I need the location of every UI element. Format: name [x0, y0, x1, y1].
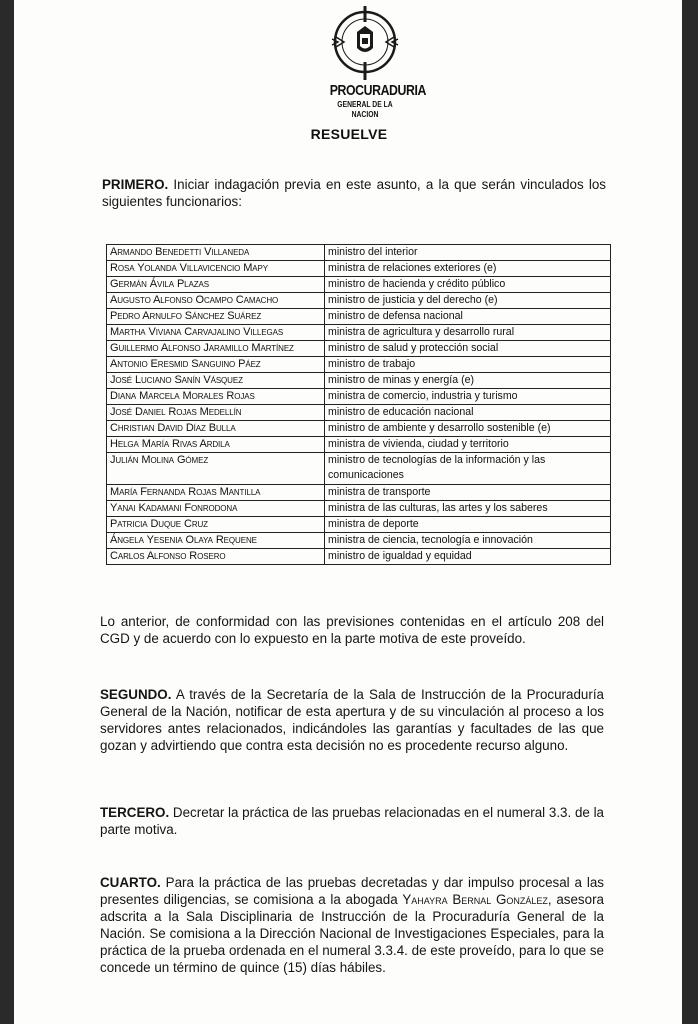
official-name: Carlos Alfonso Rosero	[107, 549, 325, 565]
official-role: ministra de ciencia, tecnología e innovación	[325, 533, 611, 549]
official-name: Augusto Alfonso Ocampo Camacho	[107, 293, 325, 309]
official-role: ministra de las culturas, las artes y los saberes	[325, 501, 611, 517]
resolution-heading: RESUELVE	[310, 126, 388, 142]
logo-subtitle: GENERAL DE LA NACION	[337, 99, 393, 119]
table-row	[107, 405, 611, 421]
table-row	[107, 293, 611, 309]
primero-label: PRIMERO.	[102, 177, 169, 192]
official-role: ministro de educación nacional	[325, 405, 611, 421]
segundo-text: A través de la Secretaría de la Sala de Instrucción de la Procuraduría General de la Nación, notificar de esta apertura y de su vinculación al proceso a los servidores antes relacionados, indicándoles las garantías y facultades de las que gozan y advirtiendo que contra esta decisión no es procedente recurso alguno.	[100, 687, 604, 753]
official-role: ministro de justicia y del derecho (e)	[325, 293, 611, 309]
tercero-text: Decretar la práctica de las pruebas relacionadas en el numeral 3.3. de la parte motiva.	[100, 805, 604, 837]
official-role: ministro de igualdad y equidad	[325, 549, 611, 565]
official-name: Martha Viviana Carvajalino Villegas	[107, 325, 325, 341]
official-name: Germán Ávila Plazas	[107, 277, 325, 293]
procuraduria-logo	[322, 4, 426, 119]
cuarto-label: CUARTO.	[100, 875, 161, 890]
table-row	[107, 533, 611, 549]
cuarto-text-after: , asesora adscrita a la Sala Disciplinaria de Instrucción de la Procuraduría General de la Nación. Se comisiona a la Dirección Nacional de Investigaciones Especiales, para la práctica de la prueba ordenada en el numeral 3.3.4. de este proveído, para lo que se concede un término de quince (15) días hábiles.	[100, 892, 604, 975]
table-row	[107, 341, 611, 357]
table-row	[107, 261, 611, 277]
official-role: ministra de relaciones exteriores (e)	[325, 261, 611, 277]
cuarto-paragraph	[100, 874, 604, 976]
official-role: ministro de tecnologías de la información y las comunicaciones	[325, 453, 611, 485]
official-role: ministro de hacienda y crédito público	[325, 277, 611, 293]
official-role: ministra de transporte	[325, 485, 611, 501]
primero-paragraph	[102, 176, 606, 210]
table-row	[107, 517, 611, 533]
tercero-label: TERCERO.	[100, 805, 170, 820]
seal-icon	[328, 4, 402, 82]
cuarto-commissioned-name: Yahayra Bernal González	[402, 892, 548, 907]
official-name: Rosa Yolanda Villavicencio Mapy	[107, 261, 325, 277]
official-name: Christian David Díaz Bulla	[107, 421, 325, 437]
table-row	[107, 485, 611, 501]
segundo-label: SEGUNDO.	[100, 687, 172, 702]
official-role: ministra de agricultura y desarrollo rural	[325, 325, 611, 341]
table-row	[107, 421, 611, 437]
official-role: ministro de trabajo	[325, 357, 611, 373]
official-name: Diana Marcela Morales Rojas	[107, 389, 325, 405]
document-page	[14, 0, 682, 1024]
official-name: José Daniel Rojas Medellín	[107, 405, 325, 421]
table-row	[107, 453, 611, 485]
table-row	[107, 501, 611, 517]
table-row	[107, 437, 611, 453]
tercero-paragraph	[100, 804, 604, 838]
official-role: ministra de vivienda, ciudad y territorio	[325, 437, 611, 453]
table-row	[107, 549, 611, 565]
table-row	[107, 245, 611, 261]
cuarto-text-before: Para la práctica de las pruebas decretadas y dar impulso procesal a las presentes diligencias, se comisiona a la abogada	[100, 875, 604, 907]
table-row	[107, 325, 611, 341]
officials-table	[106, 244, 611, 565]
official-name: Julián Molina Gómez	[107, 453, 325, 485]
official-role: ministra de deporte	[325, 517, 611, 533]
official-name: Yanai Kadamani Fonrodona	[107, 501, 325, 517]
official-name: Pedro Arnulfo Sánchez Suárez	[107, 309, 325, 325]
primero-text: Iniciar indagación previa en este asunto, a la que serán vinculados los siguientes funcionarios:	[102, 177, 606, 209]
official-role: ministro del interior	[325, 245, 611, 261]
official-name: María Fernanda Rojas Mantilla	[107, 485, 325, 501]
segundo-paragraph	[100, 686, 604, 754]
table-row	[107, 277, 611, 293]
official-name: José Luciano Sanín Vásquez	[107, 373, 325, 389]
logo-title: PROCURADURIA	[329, 82, 426, 99]
table-row	[107, 389, 611, 405]
official-name: Helga María Rivas Ardila	[107, 437, 325, 453]
official-role: ministro de minas y energía (e)	[325, 373, 611, 389]
table-row	[107, 309, 611, 325]
official-name: Antonio Eresmid Sanguino Páez	[107, 357, 325, 373]
anterior-paragraph: Lo anterior, de conformidad con las previsiones contenidas en el artículo 208 del CGD y de acuerdo con lo expuesto en la parte motiva de este proveído.	[100, 614, 604, 646]
official-name: Ángela Yesenia Olaya Requene	[107, 533, 325, 549]
official-name: Guillermo Alfonso Jaramillo Martínez	[107, 341, 325, 357]
official-name: Armando Benedetti Villaneda	[107, 245, 325, 261]
official-role: ministra de comercio, industria y turismo	[325, 389, 611, 405]
table-row	[107, 357, 611, 373]
table-row	[107, 373, 611, 389]
official-role: ministro de defensa nacional	[325, 309, 611, 325]
official-role: ministro de salud y protección social	[325, 341, 611, 357]
official-role: ministro de ambiente y desarrollo sostenible (e)	[325, 421, 611, 437]
official-name: Patricia Duque Cruz	[107, 517, 325, 533]
